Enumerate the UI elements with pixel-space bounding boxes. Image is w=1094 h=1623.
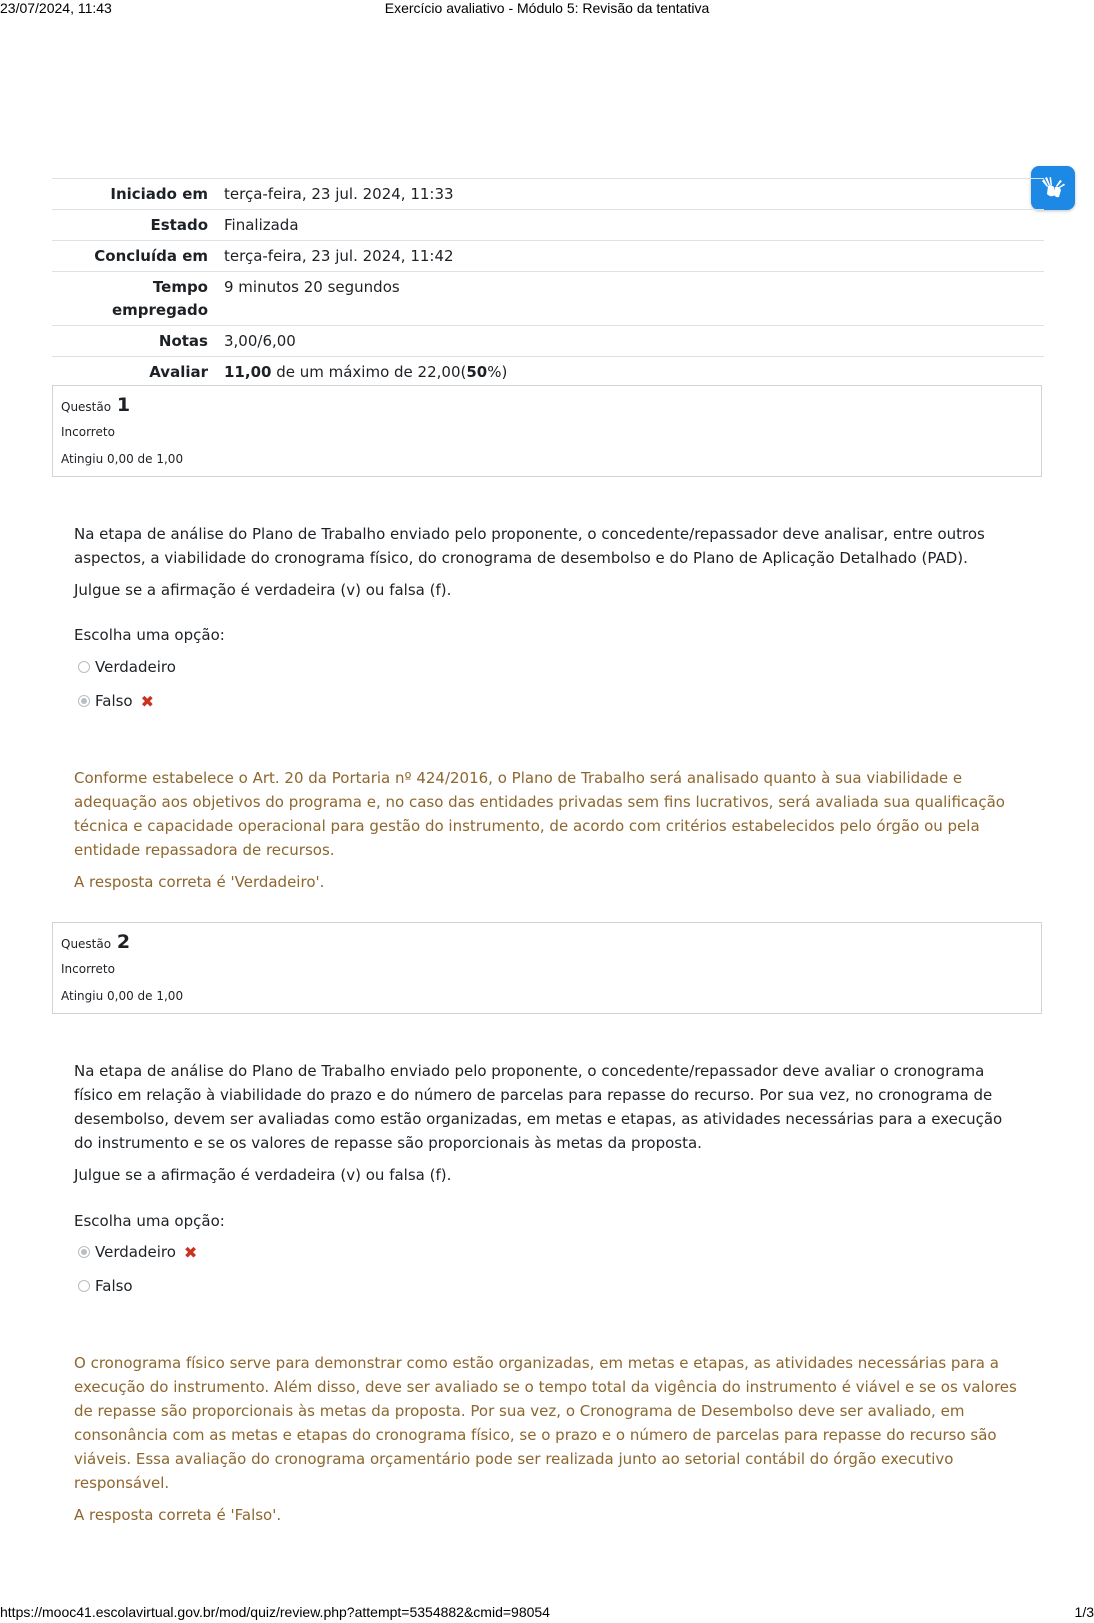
grade-score: 11,00 xyxy=(224,363,272,381)
started-label: Iniciado em xyxy=(52,179,216,210)
question-statement: Na etapa de análise do Plano de Trabalho enviado pelo proponente, o concedente/repassador deve analisar, entre outros aspectos, a viabilidade do cronograma físico, do cronograma de desembolso e do Plano de Aplicação Detalhado (PAD). xyxy=(74,525,985,567)
completed-label: Concluída em xyxy=(52,241,216,272)
option-label: Verdadeiro xyxy=(95,1243,176,1261)
question-number: 1 xyxy=(116,394,131,416)
marks-value: 3,00/6,00 xyxy=(216,326,1044,357)
feedback-text: O cronograma físico serve para demonstrar como estão organizadas, em metas e etapas, as atividades necessárias para a execução do instrumento. Além disso, deve ser avaliado se o tempo total da vigência do instrumento é viável e se os valores de repasse são proporcionais às metas da proposta. Por sua vez, o Cronograma de Desembolso deve ser avaliado, em consonância com as metas e etapas do cronograma físico, se o prazo e o número de parcelas para repasse do recurso são viáveis. Essa avaliação do cronograma orçamentário pode ser realizada junto ao setorial contábil do órgão executivo responsável. xyxy=(74,1354,1017,1492)
right-answer: A resposta correta é 'Falso'. xyxy=(74,1506,282,1524)
print-datetime: 23/07/2024, 11:43 xyxy=(0,0,112,16)
question-grade: Atingiu 0,00 de 1,00 xyxy=(61,989,184,1003)
option-verdadeiro[interactable] xyxy=(78,1240,197,1264)
summary-row-marks xyxy=(52,326,1044,357)
feedback-1 xyxy=(74,766,1029,902)
attempt-summary-table xyxy=(52,178,1044,387)
print-footer xyxy=(0,1604,1094,1622)
summary-row-completed xyxy=(52,241,1044,272)
option-falso[interactable] xyxy=(78,1274,133,1298)
print-page-number: 1/3 xyxy=(1074,1604,1094,1620)
question-state: Incorreto xyxy=(61,425,115,439)
option-label: Verdadeiro xyxy=(95,658,176,676)
choose-option-prompt: Escolha uma opção: xyxy=(74,626,225,644)
question-state: Incorreto xyxy=(61,962,115,976)
completed-value: terça-feira, 23 jul. 2024, 11:42 xyxy=(216,241,1044,272)
state-value: Finalizada xyxy=(216,210,1044,241)
state-label: Estado xyxy=(52,210,216,241)
print-url: https://mooc41.escolavirtual.gov.br/mod/quiz/review.php?attempt=5354882&cmid=98054 xyxy=(0,1604,550,1620)
feedback-text: Conforme estabelece o Art. 20 da Portaria nº 424/2016, o Plano de Trabalho será analisado quanto à sua viabilidade e adequação aos objetivos do programa e, no caso das entidades privadas sem fins lucrativos, será avaliada sua qualificação técnica e capacidade operacional para gestão do instrumento, de acordo com critérios estabelecidos pelo órgão ou pela entidade repassadora de recursos. xyxy=(74,769,1005,859)
print-page-title: Exercício avaliativo - Módulo 5: Revisão da tentativa xyxy=(384,0,710,16)
question-statement: Na etapa de análise do Plano de Trabalho enviado pelo proponente, o concedente/repassador deve avaliar o cronograma físico em relação à viabilidade do prazo e do número de parcelas para repasse do recurso. Por sua vez, no cronograma de desembolso, devem ser avaliadas como estão organizadas, em metas e etapas, as atividades necessárias para a execução do instrumento e se os valores de repasse são proporcionais às metas da proposta. xyxy=(74,1062,1003,1152)
time-label-line-2: empregado xyxy=(111,301,208,319)
grade-percent: 50 xyxy=(466,363,488,381)
summary-row-started xyxy=(52,179,1044,210)
question-info-1 xyxy=(52,385,1042,477)
print-header xyxy=(0,0,1094,18)
option-label: Falso xyxy=(95,1277,133,1295)
question-instruction: Julgue se a afirmação é verdadeira (v) ou falsa (f). xyxy=(74,1166,452,1184)
option-verdadeiro[interactable] xyxy=(78,655,176,679)
question-text-1 xyxy=(74,522,1024,610)
started-value: terça-feira, 23 jul. 2024, 11:33 xyxy=(216,179,1044,210)
question-info-2 xyxy=(52,922,1042,1014)
summary-row-state xyxy=(52,210,1044,241)
option-label: Falso xyxy=(95,692,133,710)
radio-checked-icon[interactable] xyxy=(78,1246,90,1258)
summary-row-time xyxy=(52,272,1044,326)
question-label: Questão xyxy=(61,937,112,951)
summary-row-grade xyxy=(52,357,1044,388)
radio-checked-icon[interactable] xyxy=(78,695,90,707)
feedback-2 xyxy=(74,1351,1029,1535)
grade-value xyxy=(216,357,1044,388)
grade-label: Avaliar xyxy=(52,357,216,388)
x-mark-icon: ✖ xyxy=(140,691,155,711)
choose-option-prompt: Escolha uma opção: xyxy=(74,1212,225,1230)
time-label-line-1: Tempo xyxy=(152,278,208,296)
x-mark-icon: ✖ xyxy=(183,1242,198,1262)
question-text-2 xyxy=(74,1059,1024,1195)
radio-icon[interactable] xyxy=(78,661,90,673)
option-falso[interactable] xyxy=(78,689,154,713)
grade-middle: de um máximo de 22,00( xyxy=(271,363,467,381)
right-answer: A resposta correta é 'Verdadeiro'. xyxy=(74,873,325,891)
grade-end: %) xyxy=(487,363,508,381)
question-grade: Atingiu 0,00 de 1,00 xyxy=(61,452,184,466)
question-instruction: Julgue se a afirmação é verdadeira (v) ou falsa (f). xyxy=(74,581,452,599)
time-label xyxy=(52,272,216,326)
time-value: 9 minutos 20 segundos xyxy=(216,272,1044,326)
question-label: Questão xyxy=(61,400,112,414)
radio-icon[interactable] xyxy=(78,1280,90,1292)
question-number: 2 xyxy=(116,931,131,953)
marks-label: Notas xyxy=(52,326,216,357)
